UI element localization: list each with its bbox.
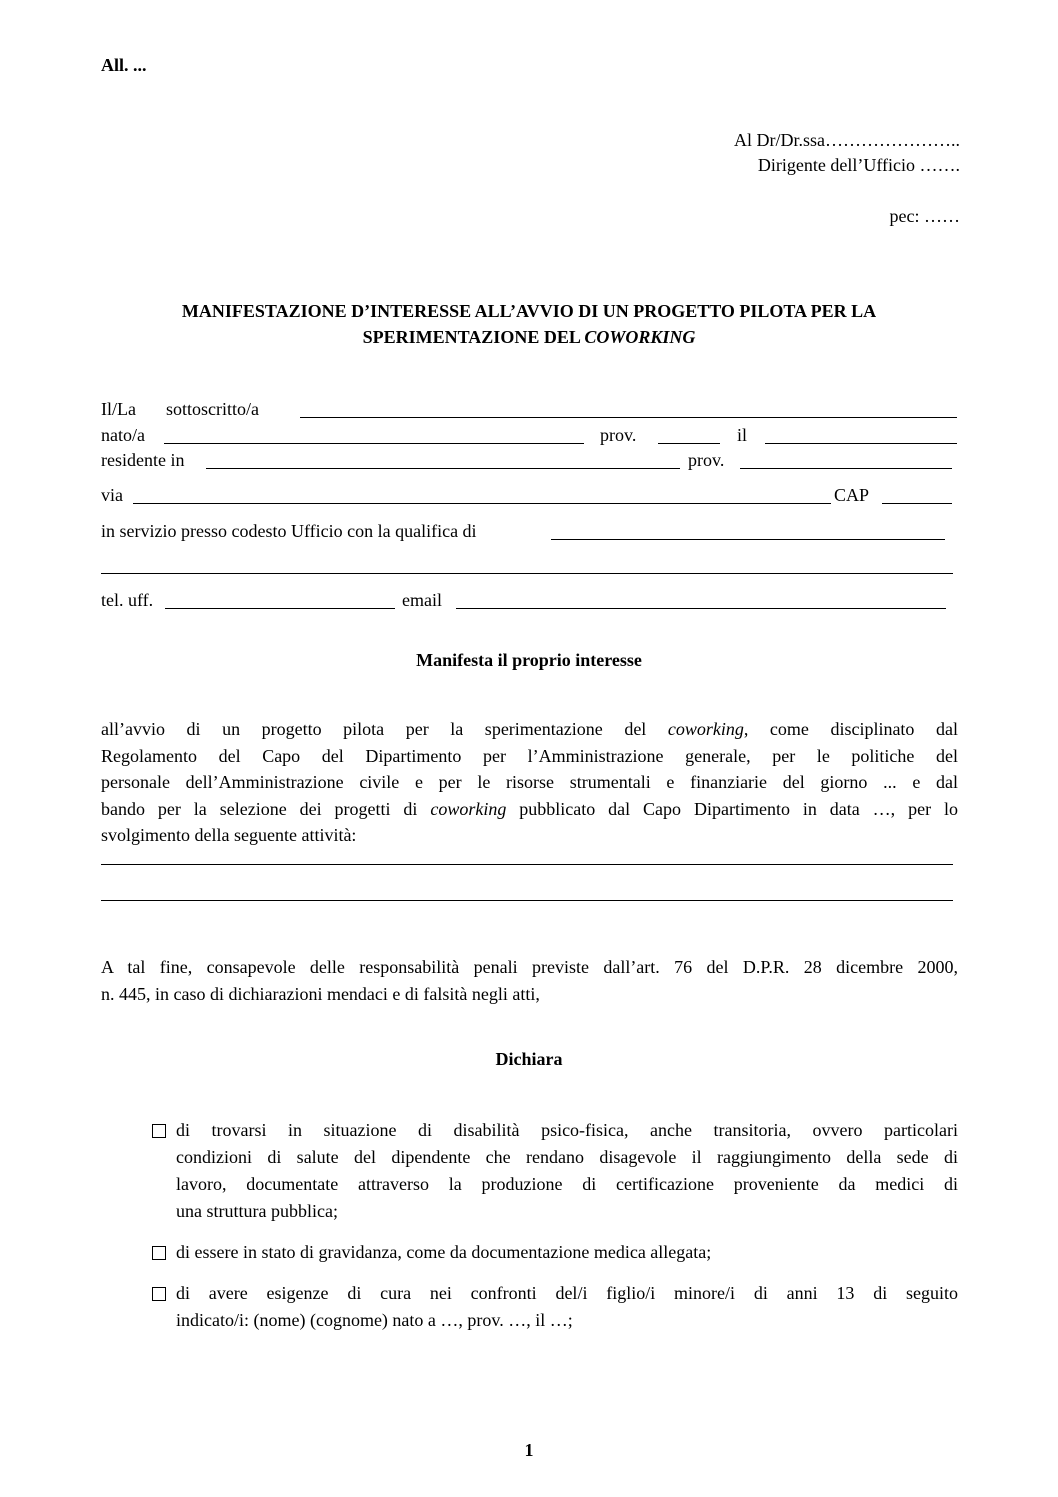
field-residence-line[interactable] [206,468,680,469]
manifesta-line-5: svolgimento della seguente attività: [101,825,357,845]
field-email-line[interactable] [456,608,946,609]
declaration-disabilita [176,1117,958,1225]
manifesta-line-3: personale dell’Amministrazione civile e per le risorse strumentali e finanziarie del giorno ... e dal [101,772,958,792]
label-il: il [737,425,748,445]
checkbox-disabilita[interactable] [152,1124,166,1138]
pec-line: pec: …… [889,206,960,226]
field-extra-line[interactable] [101,573,953,574]
field-via-line[interactable] [133,503,831,504]
dichiara-heading: Dichiara [495,1049,563,1069]
label-servizio: in servizio presso codesto Ufficio con la qualifica di [101,521,477,541]
manifesta-heading: Manifesta il proprio interesse [416,650,642,670]
manifesta-line-4: bando per la selezione dei progetti di coworking pubblicato dal Capo Dipartimento in data …, per lo [101,798,958,819]
decl1-line-2: condizioni di salute del dipendente che rendano disagevole il raggiungimento della sede di [176,1147,958,1167]
decl1-line-3: lavoro, documentate attraverso la produzione di certificazione proveniente da medici di [176,1174,958,1194]
label-tel: tel. uff. [101,590,154,610]
field-activity-line-1[interactable] [101,864,953,865]
title-line-2 [0,327,1058,348]
checkbox-gravidanza[interactable] [152,1246,166,1260]
field-prov-residence-line[interactable] [740,468,952,469]
checkbox-esigenze-cura[interactable] [152,1287,166,1301]
fine-line-2: n. 445, in caso di dichiarazioni mendaci e di falsità negli atti, [101,984,540,1004]
label-prov-birth: prov. [600,425,637,445]
title-line-1: MANIFESTAZIONE D’INTERESSE ALL’AVVIO DI UN PROGETTO PILOTA PER LA [181,301,877,321]
manifesta-line-2: Regolamento del Capo del Dipartimento per l’Amministrazione generale, per le politiche del [101,745,958,766]
field-birthplace-line[interactable] [164,443,584,444]
fine-line-1: A tal fine, consapevole delle responsabilità penali previste dall’art. 76 del D.P.R. 28 dicembre 2000, [101,957,958,977]
label-residente: residente in [101,450,185,470]
page-number: 1 [524,1440,534,1460]
label-nato: nato/a [101,425,145,445]
field-birthdate-line[interactable] [765,443,957,444]
label-email: email [402,590,442,610]
declaration-gravidanza [176,1239,958,1266]
field-activity-line-2[interactable] [101,900,953,901]
field-tel-line[interactable] [165,608,395,609]
decl1-line-4: una struttura pubblica; [176,1201,338,1221]
label-prov-residence: prov. [688,450,725,470]
field-name-line[interactable] [300,417,957,418]
label-via: via [101,485,123,505]
recipient-line-2: Dirigente dell’Ufficio ……. [757,155,960,175]
label-cap: CAP [834,485,870,505]
label-il-la: Il/La [101,399,136,419]
decl1-line-1: di trovarsi in situazione di disabilità psico-fisica, anche transitoria, ovvero particolari [176,1120,958,1140]
manifesta-line-1: all’avvio di un progetto pilota per la sperimentazione del coworking, come disciplinato dal [101,719,958,739]
allegato-label: All. ... [101,55,147,75]
title-coworking: COWORKING [584,327,696,347]
declaration-esigenze-cura [176,1280,958,1334]
manifesta-paragraph [101,716,958,849]
field-prov-birth-line[interactable] [658,443,720,444]
decl2-line-1: di essere in stato di gravidanza, come da documentazione medica allegata; [176,1242,712,1262]
fine-paragraph [101,954,958,1008]
title-line-2-prefix: SPERIMENTAZIONE DEL [362,327,585,347]
field-cap-line[interactable] [882,503,952,504]
decl3-line-1: di avere esigenze di cura nei confronti del/i figlio/i minore/i di anni 13 di seguito [176,1283,958,1303]
field-qualifica-line[interactable] [551,539,945,540]
decl3-line-2: indicato/i: (nome) (cognome) nato a …, prov. …, il …; [176,1310,573,1330]
label-sottoscritto: sottoscritto/a [166,399,259,419]
recipient-line-1: Al Dr/Dr.ssa………………….. [734,130,960,150]
